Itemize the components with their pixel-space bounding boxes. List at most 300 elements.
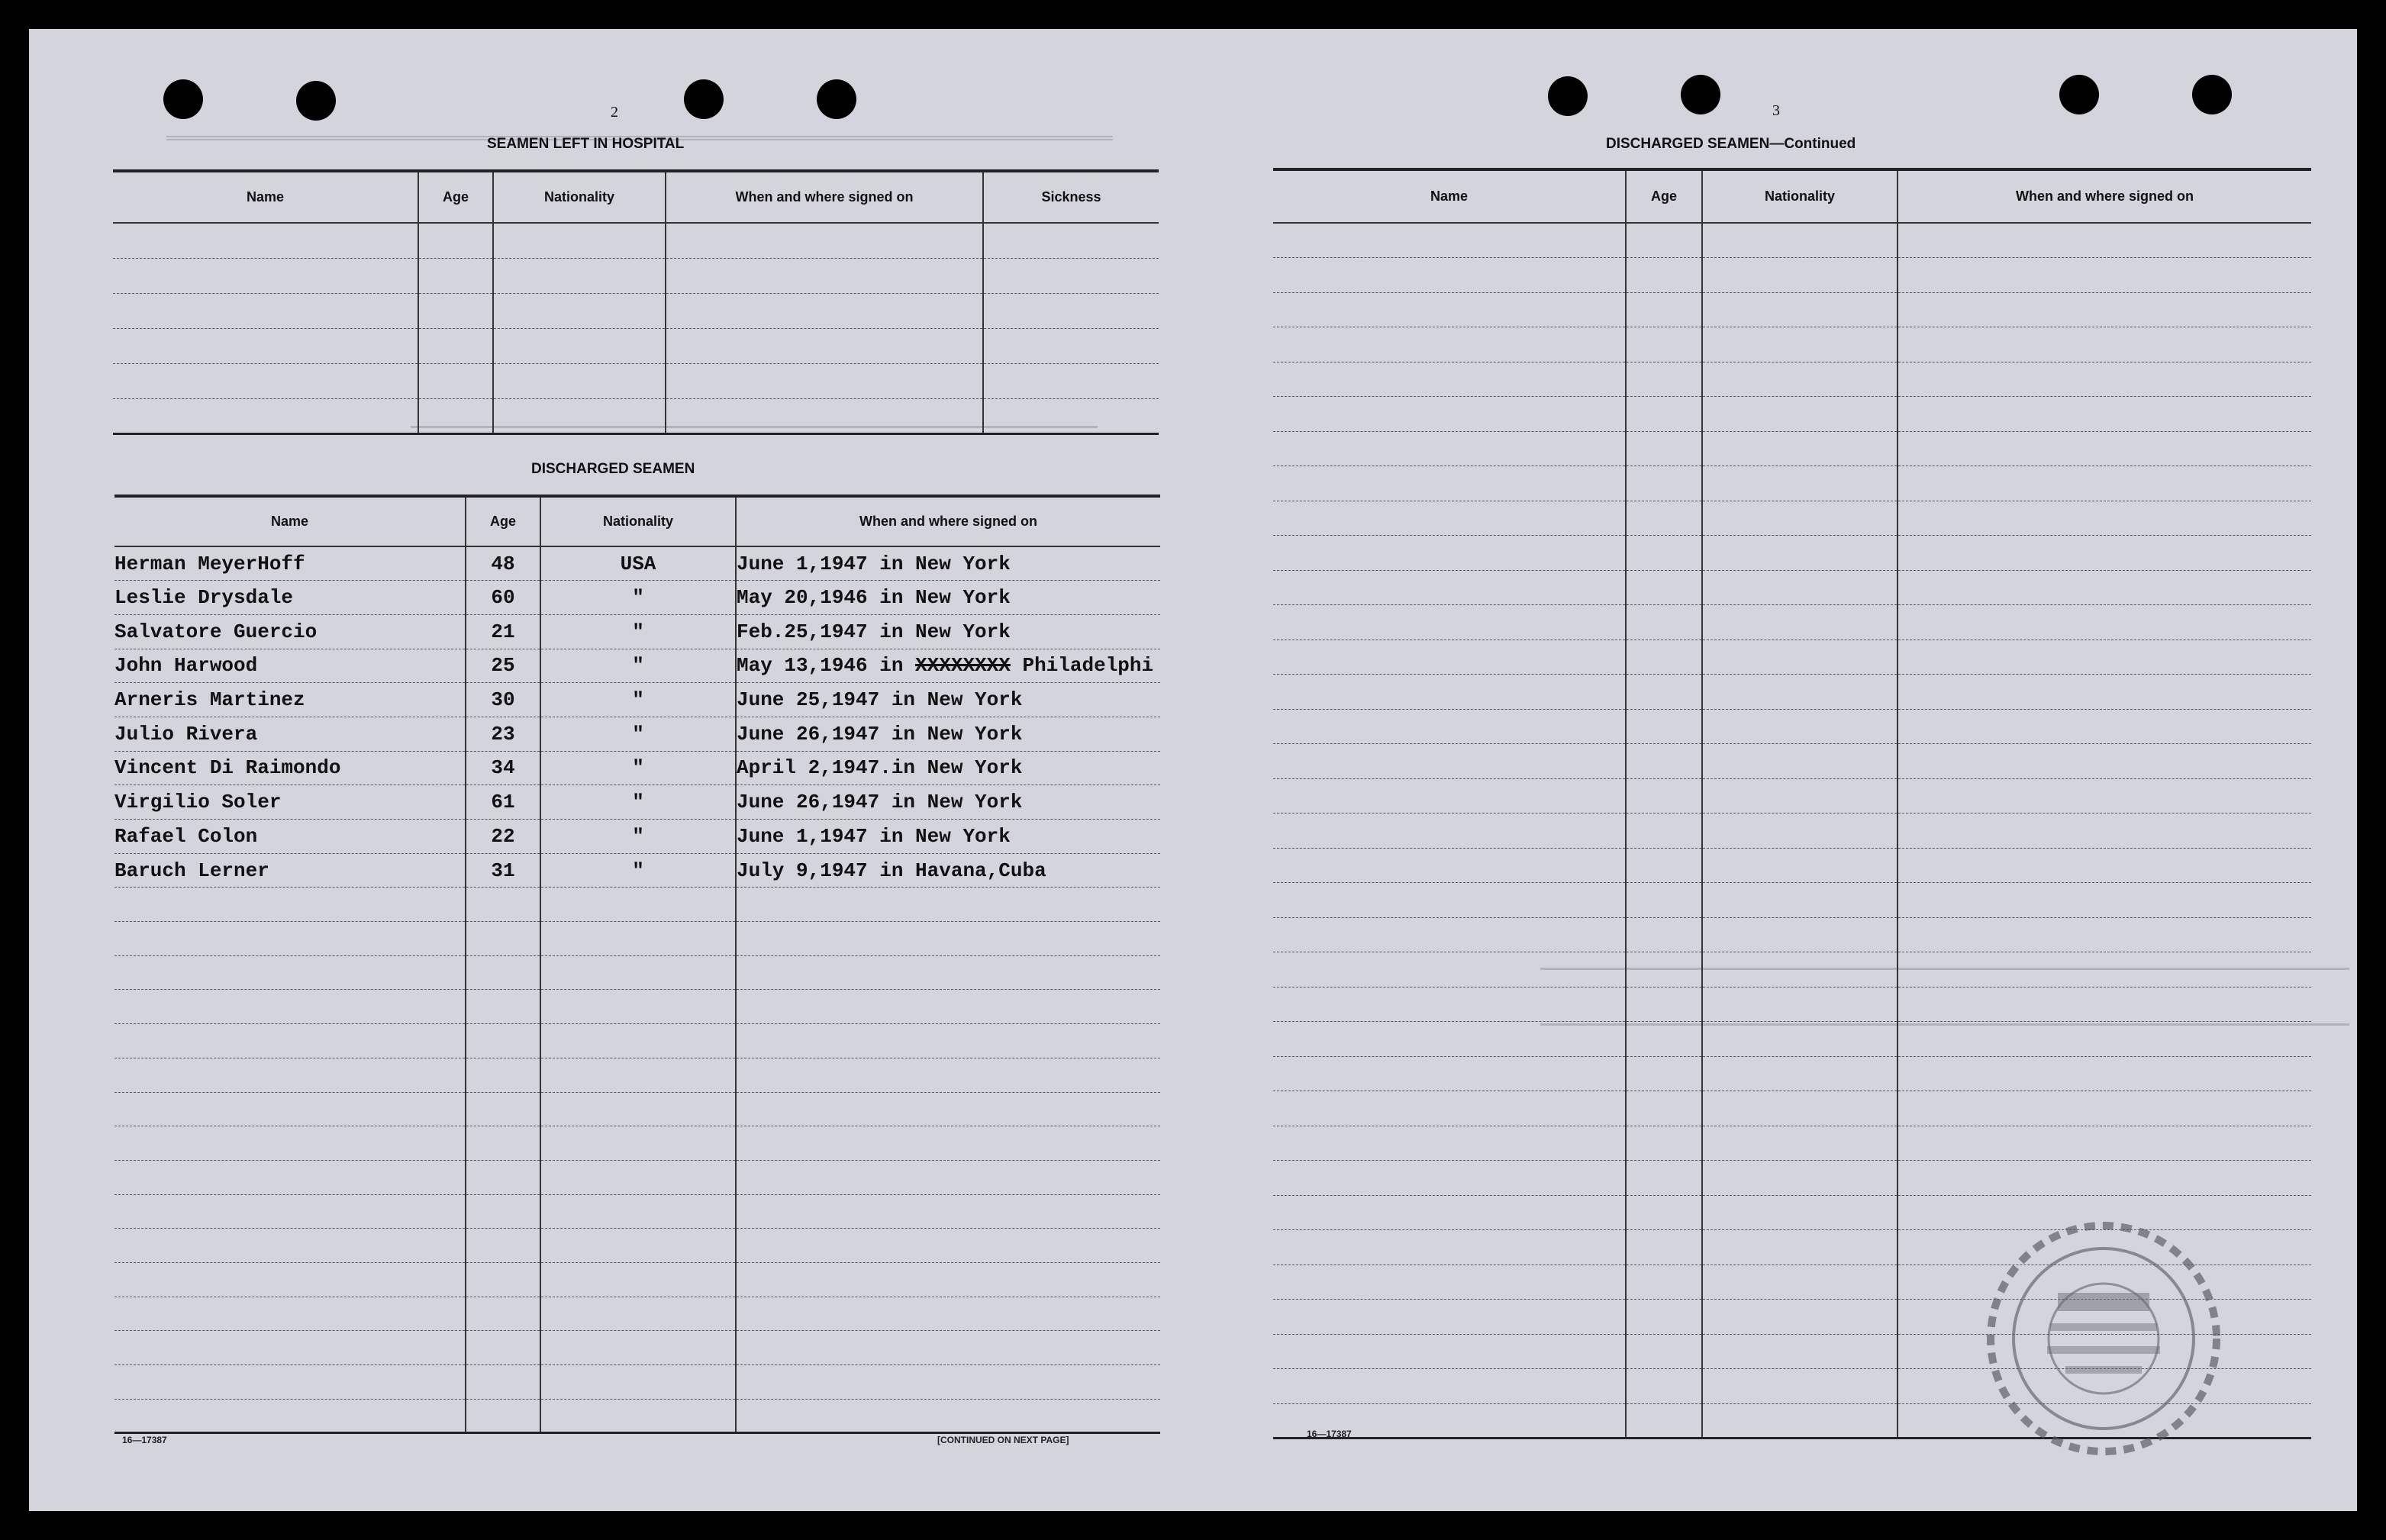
seaman-signed-on xyxy=(736,1092,1160,1126)
table-row xyxy=(1273,1161,2311,1196)
table-cell xyxy=(1273,1161,1626,1196)
table-cell xyxy=(1702,1126,1898,1161)
table-row xyxy=(113,258,1159,293)
table-cell xyxy=(1702,431,1898,466)
table-cell xyxy=(1626,536,1702,571)
seaman-name: Herman MeyerHoff xyxy=(114,546,466,581)
table-cell xyxy=(493,328,666,363)
table-cell xyxy=(1898,987,2311,1022)
seaman-nationality xyxy=(540,955,736,990)
table-row xyxy=(113,293,1159,328)
table-row xyxy=(1273,1126,2311,1161)
seaman-nationality xyxy=(540,1399,736,1433)
seaman-signed-on xyxy=(736,1365,1160,1400)
form-number: 16—17387 xyxy=(1307,1429,1352,1439)
table-cell xyxy=(1273,640,1626,675)
table-cell xyxy=(1702,883,1898,918)
seaman-nationality: " xyxy=(540,649,736,683)
table-row xyxy=(114,785,1160,820)
discharged-continued-title-text: DISCHARGED SEAMEN xyxy=(1606,136,1770,152)
table-cell xyxy=(113,223,418,258)
table-cell xyxy=(1626,1334,1702,1369)
punch-hole xyxy=(1548,76,1588,116)
seaman-age xyxy=(466,1229,540,1263)
seaman-signed-on: May 20,1946 in New York xyxy=(736,581,1160,615)
table-row xyxy=(114,955,1160,990)
table-cell xyxy=(1273,1022,1626,1057)
table-row xyxy=(1273,778,2311,813)
table-cell xyxy=(1898,501,2311,536)
table-row xyxy=(113,223,1159,258)
seaman-signed-on: June 25,1947 in New York xyxy=(736,683,1160,717)
table-cell xyxy=(1273,1369,1626,1404)
col-header-name: Name xyxy=(1273,169,1626,223)
table-cell xyxy=(983,363,1159,398)
punch-hole xyxy=(1681,75,1720,114)
seaman-nationality xyxy=(540,1024,736,1058)
table-cell xyxy=(1898,813,2311,849)
seaman-signed-on xyxy=(736,649,1160,683)
seaman-name: Arneris Martinez xyxy=(114,683,466,717)
seaman-signed-on xyxy=(736,1297,1160,1331)
table-cell xyxy=(1626,1126,1702,1161)
page-number: 3 xyxy=(1772,102,1780,119)
table-cell xyxy=(1898,917,2311,952)
seaman-nationality: " xyxy=(540,853,736,888)
table-cell xyxy=(1898,744,2311,779)
table-row xyxy=(114,1194,1160,1229)
struck-text: XXXXXXXX xyxy=(915,654,1011,678)
seaman-nationality xyxy=(540,1365,736,1400)
seaman-name xyxy=(114,1399,466,1433)
table-cell xyxy=(1898,883,2311,918)
table-cell xyxy=(1702,952,1898,987)
table-cell xyxy=(1626,675,1702,710)
table-cell xyxy=(1273,223,1626,258)
seaman-nationality: " xyxy=(540,614,736,649)
seaman-nationality: " xyxy=(540,785,736,820)
table-cell xyxy=(1702,258,1898,293)
discharged-continued-title xyxy=(1606,136,1856,153)
table-row xyxy=(1273,431,2311,466)
seaman-nationality: " xyxy=(540,683,736,717)
table-cell xyxy=(1702,1091,1898,1126)
table-cell xyxy=(1898,709,2311,744)
table-row xyxy=(114,1262,1160,1297)
table-cell xyxy=(1273,466,1626,501)
table-cell xyxy=(1898,397,2311,432)
seaman-name xyxy=(114,1229,466,1263)
table-cell xyxy=(1898,223,2311,258)
table-row xyxy=(114,888,1160,922)
table-row xyxy=(114,1229,1160,1263)
table-cell xyxy=(1702,570,1898,605)
table-row xyxy=(114,1365,1160,1400)
seaman-age: 31 xyxy=(466,853,540,888)
seaman-age: 23 xyxy=(466,717,540,751)
table-row xyxy=(1273,709,2311,744)
table-cell xyxy=(1626,640,1702,675)
table-cell xyxy=(418,223,493,258)
table-cell xyxy=(1273,848,1626,883)
continued-suffix: —Continued xyxy=(1769,136,1856,152)
table-cell xyxy=(1273,1126,1626,1161)
table-cell xyxy=(1626,813,1702,849)
table-cell xyxy=(1702,1056,1898,1091)
continued-note: [CONTINUED ON NEXT PAGE] xyxy=(937,1435,1069,1445)
table-row xyxy=(1273,501,2311,536)
seaman-age xyxy=(466,1194,540,1229)
seaman-name xyxy=(114,1160,466,1194)
seaman-name: Vincent Di Raimondo xyxy=(114,751,466,785)
table-cell xyxy=(1898,1091,2311,1126)
seaman-nationality: " xyxy=(540,751,736,785)
table-cell xyxy=(1273,536,1626,571)
seaman-age: 30 xyxy=(466,683,540,717)
seaman-nationality: " xyxy=(540,717,736,751)
table-row xyxy=(1273,605,2311,640)
page-number: 2 xyxy=(611,104,618,121)
table-row xyxy=(1273,258,2311,293)
punch-hole xyxy=(2059,75,2099,114)
table-cell xyxy=(983,328,1159,363)
table-cell xyxy=(1702,501,1898,536)
seaman-nationality xyxy=(540,990,736,1024)
seaman-nationality xyxy=(540,922,736,956)
seaman-name xyxy=(114,1331,466,1365)
col-header-when-where: When and where signed on xyxy=(736,496,1160,546)
table-cell xyxy=(1273,709,1626,744)
table-cell xyxy=(113,363,418,398)
seaman-signed-on: June 26,1947 in New York xyxy=(736,785,1160,820)
table-cell xyxy=(1273,1091,1626,1126)
table-row xyxy=(1273,292,2311,327)
table-row xyxy=(113,363,1159,398)
table-cell xyxy=(1898,1126,2311,1161)
table-cell xyxy=(418,258,493,293)
seaman-nationality: USA xyxy=(540,546,736,581)
table-cell xyxy=(1898,675,2311,710)
table-cell xyxy=(1898,1022,2311,1057)
table-cell xyxy=(1626,327,1702,362)
table-cell xyxy=(1626,605,1702,640)
table-cell xyxy=(666,328,983,363)
table-cell xyxy=(1702,675,1898,710)
table-cell xyxy=(1626,397,1702,432)
punch-hole xyxy=(817,79,856,119)
seaman-name xyxy=(114,922,466,956)
table-row xyxy=(114,1024,1160,1058)
table-row xyxy=(1273,640,2311,675)
discharged-section-title: DISCHARGED SEAMEN xyxy=(531,461,695,477)
table-cell xyxy=(1702,1265,1898,1300)
table-cell xyxy=(1702,813,1898,849)
table-cell xyxy=(1626,778,1702,813)
table-cell xyxy=(666,258,983,293)
table-row xyxy=(114,683,1160,717)
table-cell xyxy=(1898,362,2311,397)
table-cell xyxy=(1702,1230,1898,1265)
table-cell xyxy=(1702,1300,1898,1335)
seaman-signed-on xyxy=(736,1399,1160,1433)
table-cell xyxy=(418,293,493,328)
table-cell xyxy=(1273,675,1626,710)
table-cell xyxy=(1898,605,2311,640)
seaman-age: 22 xyxy=(466,820,540,854)
table-row xyxy=(114,546,1160,581)
seaman-name xyxy=(114,1365,466,1400)
discharged-table xyxy=(114,495,1160,1434)
seaman-age xyxy=(466,1331,540,1365)
seaman-nationality xyxy=(540,1194,736,1229)
seaman-name xyxy=(114,1058,466,1092)
seaman-age xyxy=(466,1399,540,1433)
col-header-nationality: Nationality xyxy=(1702,169,1898,223)
seaman-signed-on: July 9,1947 in Havana,Cuba xyxy=(736,853,1160,888)
table-cell xyxy=(1273,292,1626,327)
hospital-table xyxy=(113,169,1159,435)
col-header-nationality: Nationality xyxy=(540,496,736,546)
table-cell xyxy=(1626,258,1702,293)
table-cell xyxy=(1702,362,1898,397)
table-cell xyxy=(1898,952,2311,987)
table-cell xyxy=(1626,570,1702,605)
table-cell xyxy=(1273,1056,1626,1091)
seaman-age xyxy=(466,1160,540,1194)
table-cell xyxy=(1273,570,1626,605)
table-cell xyxy=(1273,431,1626,466)
seaman-age xyxy=(466,922,540,956)
table-row xyxy=(114,1331,1160,1365)
seaman-name xyxy=(114,1024,466,1058)
table-row xyxy=(1273,1091,2311,1126)
table-cell xyxy=(1626,1091,1702,1126)
seaman-name: Baruch Lerner xyxy=(114,853,466,888)
table-cell xyxy=(1273,258,1626,293)
seaman-nationality xyxy=(540,1092,736,1126)
seaman-signed-on xyxy=(736,1262,1160,1297)
table-cell xyxy=(1273,744,1626,779)
col-header-nationality: Nationality xyxy=(493,171,666,223)
seaman-age xyxy=(466,1126,540,1161)
table-cell xyxy=(1273,501,1626,536)
table-row xyxy=(1273,570,2311,605)
table-cell xyxy=(418,363,493,398)
seaman-nationality xyxy=(540,1160,736,1194)
table-cell xyxy=(1273,1195,1626,1230)
table-cell xyxy=(1626,223,1702,258)
seaman-age xyxy=(466,990,540,1024)
table-row xyxy=(1273,397,2311,432)
table-cell xyxy=(1626,1403,1702,1439)
table-cell xyxy=(1273,952,1626,987)
seaman-age: 21 xyxy=(466,614,540,649)
seaman-signed-on xyxy=(736,955,1160,990)
seaman-age xyxy=(466,1297,540,1331)
table-cell xyxy=(1273,987,1626,1022)
table-cell xyxy=(418,398,493,433)
table-cell xyxy=(1626,709,1702,744)
table-cell xyxy=(1626,744,1702,779)
seaman-name xyxy=(114,955,466,990)
seaman-signed-on xyxy=(736,1126,1160,1161)
seaman-signed-on xyxy=(736,1058,1160,1092)
seaman-nationality xyxy=(540,1229,736,1263)
table-cell xyxy=(493,293,666,328)
table-cell xyxy=(1702,640,1898,675)
seaman-name: Rafael Colon xyxy=(114,820,466,854)
seaman-name: Virgilio Soler xyxy=(114,785,466,820)
seaman-nationality xyxy=(540,1297,736,1331)
table-cell xyxy=(1898,327,2311,362)
seaman-signed-on xyxy=(736,1024,1160,1058)
table-cell xyxy=(1898,778,2311,813)
table-row xyxy=(114,751,1160,785)
table-cell xyxy=(1702,1022,1898,1057)
table-row xyxy=(114,820,1160,854)
table-cell xyxy=(1626,883,1702,918)
table-row xyxy=(1273,744,2311,779)
table-cell xyxy=(418,328,493,363)
table-cell xyxy=(493,363,666,398)
table-cell xyxy=(1702,223,1898,258)
col-header-age: Age xyxy=(1626,169,1702,223)
table-cell xyxy=(1273,1334,1626,1369)
table-row xyxy=(1273,466,2311,501)
seaman-age: 25 xyxy=(466,649,540,683)
table-row xyxy=(1273,1022,2311,1057)
table-cell xyxy=(1273,605,1626,640)
table-cell xyxy=(1626,848,1702,883)
table-row xyxy=(114,990,1160,1024)
table-row xyxy=(1273,813,2311,849)
seaman-name xyxy=(114,990,466,1024)
table-row xyxy=(1273,952,2311,987)
seaman-age xyxy=(466,1024,540,1058)
table-cell xyxy=(493,258,666,293)
seaman-name xyxy=(114,1262,466,1297)
table-cell xyxy=(1626,1369,1702,1404)
seaman-signed-on: June 26,1947 in New York xyxy=(736,717,1160,751)
table-row xyxy=(114,1399,1160,1433)
table-cell xyxy=(1626,466,1702,501)
seaman-name xyxy=(114,1092,466,1126)
table-cell xyxy=(1626,362,1702,397)
col-header-age: Age xyxy=(466,496,540,546)
table-row xyxy=(1273,987,2311,1022)
table-cell xyxy=(1898,640,2311,675)
seaman-signed-on xyxy=(736,1229,1160,1263)
table-cell xyxy=(1702,1161,1898,1196)
table-cell xyxy=(1626,1195,1702,1230)
document-scan xyxy=(29,29,2357,1511)
table-row xyxy=(1273,848,2311,883)
punch-hole xyxy=(163,79,203,119)
table-cell xyxy=(1898,292,2311,327)
signed-on-text: May 13,1946 in xyxy=(737,654,916,678)
table-cell xyxy=(1702,536,1898,571)
form-number: 16—17387 xyxy=(122,1435,167,1445)
table-row xyxy=(114,1297,1160,1331)
seaman-age: 48 xyxy=(466,546,540,581)
punch-hole xyxy=(296,81,336,121)
seaman-name: Salvatore Guercio xyxy=(114,614,466,649)
punch-hole xyxy=(2192,75,2232,114)
table-cell xyxy=(1273,397,1626,432)
table-row xyxy=(114,614,1160,649)
table-cell xyxy=(983,258,1159,293)
table-cell xyxy=(493,398,666,433)
table-cell xyxy=(1702,1334,1898,1369)
table-cell xyxy=(666,363,983,398)
table-cell xyxy=(1626,987,1702,1022)
table-cell xyxy=(1273,1300,1626,1335)
table-cell xyxy=(1273,1265,1626,1300)
table-cell xyxy=(1702,1369,1898,1404)
seaman-signed-on xyxy=(736,1160,1160,1194)
table-cell xyxy=(1702,397,1898,432)
seaman-nationality xyxy=(540,1262,736,1297)
seaman-age: 34 xyxy=(466,751,540,785)
seaman-age xyxy=(466,1365,540,1400)
received-stamp xyxy=(1974,1209,2233,1468)
table-row xyxy=(114,1160,1160,1194)
table-cell xyxy=(1898,258,2311,293)
table-row xyxy=(1273,917,2311,952)
table-cell xyxy=(1702,292,1898,327)
table-cell xyxy=(1702,987,1898,1022)
seaman-age: 61 xyxy=(466,785,540,820)
table-cell xyxy=(1702,466,1898,501)
seaman-nationality xyxy=(540,1058,736,1092)
seaman-name xyxy=(114,1194,466,1229)
table-cell xyxy=(1702,1403,1898,1439)
seaman-nationality xyxy=(540,1331,736,1365)
col-header-when-where: When and where signed on xyxy=(666,171,983,223)
table-row xyxy=(114,649,1160,683)
table-cell xyxy=(1273,362,1626,397)
table-row xyxy=(114,1126,1160,1161)
table-cell xyxy=(1626,1265,1702,1300)
table-row xyxy=(113,398,1159,433)
seaman-nationality xyxy=(540,1126,736,1161)
table-cell xyxy=(1626,1230,1702,1265)
table-row xyxy=(113,328,1159,363)
table-cell xyxy=(1898,1161,2311,1196)
table-row xyxy=(114,717,1160,751)
table-row xyxy=(1273,883,2311,918)
table-cell xyxy=(983,293,1159,328)
table-cell xyxy=(1898,536,2311,571)
table-cell xyxy=(1898,466,2311,501)
table-cell xyxy=(1702,1195,1898,1230)
seaman-name xyxy=(114,1297,466,1331)
table-cell xyxy=(1626,1300,1702,1335)
table-cell xyxy=(493,223,666,258)
seaman-signed-on xyxy=(736,990,1160,1024)
table-cell xyxy=(1273,778,1626,813)
table-cell xyxy=(1626,1056,1702,1091)
table-row xyxy=(1273,675,2311,710)
table-cell xyxy=(113,328,418,363)
seaman-age xyxy=(466,1262,540,1297)
table-row xyxy=(1273,1056,2311,1091)
hospital-section-title: SEAMEN LEFT IN HOSPITAL xyxy=(487,136,685,152)
seaman-signed-on xyxy=(736,1194,1160,1229)
seaman-name: Julio Rivera xyxy=(114,717,466,751)
table-cell xyxy=(1702,917,1898,952)
seaman-signed-on: June 1,1947 in New York xyxy=(736,546,1160,581)
